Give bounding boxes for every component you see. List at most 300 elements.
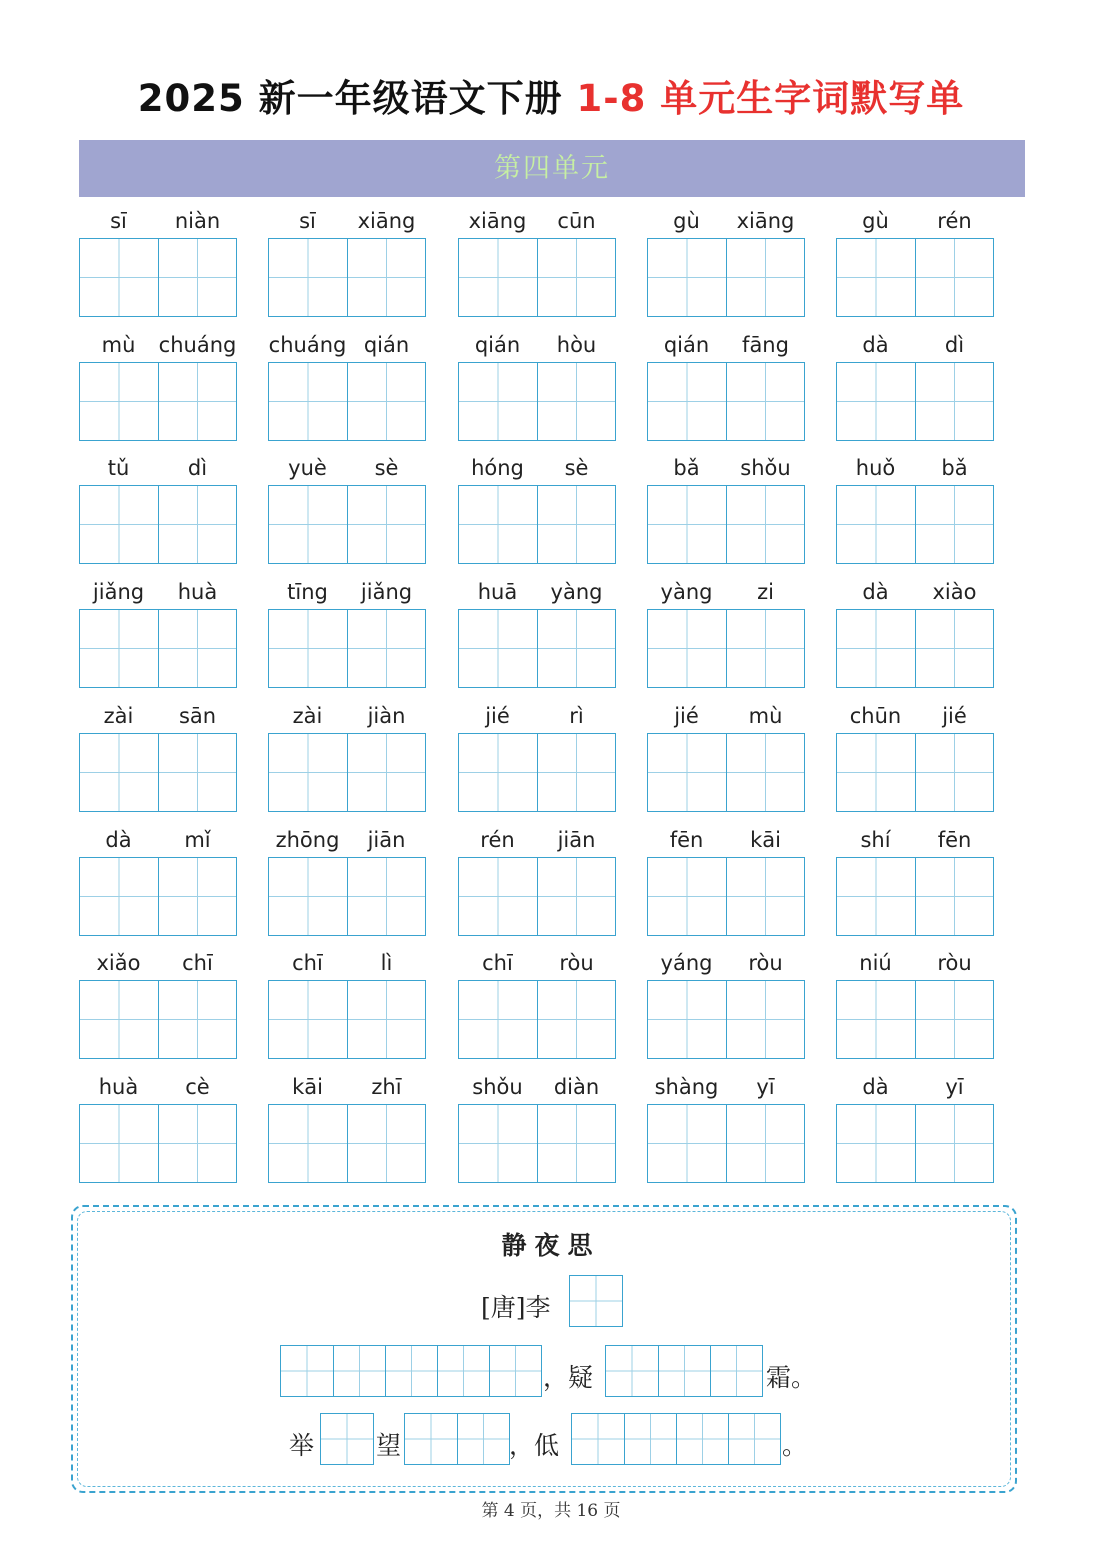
- tianzige-box[interactable]: [158, 1105, 237, 1182]
- writing-boxes[interactable]: [268, 485, 426, 564]
- word-cell: [647, 207, 805, 317]
- pinyin-syllable: yuè: [288, 456, 327, 480]
- poem-title: 静夜思: [501, 1231, 601, 1260]
- word-cell: [647, 1073, 805, 1183]
- word-cell: [836, 331, 994, 441]
- pinyin-syllable: tǔ: [107, 456, 130, 480]
- tianzige-box[interactable]: [269, 610, 347, 687]
- line2-comma-text: ，低: [509, 1431, 560, 1460]
- pinyin-syllable: chī: [482, 951, 513, 975]
- word-cell: [647, 578, 805, 688]
- pinyin-syllable: mù: [101, 333, 136, 357]
- pinyin-syllable: mǐ: [184, 828, 211, 852]
- pinyin-line: [79, 1073, 237, 1101]
- writing-boxes[interactable]: [836, 485, 994, 564]
- pinyin-syllable: jiān: [367, 828, 406, 852]
- tianzige-box[interactable]: [347, 1105, 426, 1182]
- writing-boxes[interactable]: [836, 733, 994, 812]
- pinyin-syllable: sān: [178, 704, 217, 728]
- tianzige-box[interactable]: [459, 858, 537, 935]
- tianzige-box[interactable]: [915, 486, 994, 563]
- tianzige-box[interactable]: [269, 734, 347, 811]
- word-cell: [268, 578, 426, 688]
- writing-boxes[interactable]: [647, 980, 805, 1059]
- pinyin-syllable: fāng: [742, 333, 789, 357]
- tianzige-box[interactable]: [158, 858, 237, 935]
- line1-part2-boxes[interactable]: [605, 1345, 763, 1397]
- pinyin-syllable: yàng: [660, 580, 713, 604]
- pinyin-syllable: xiāng: [736, 209, 795, 233]
- writing-boxes[interactable]: [458, 362, 616, 441]
- line1-part1-boxes[interactable]: [280, 1345, 542, 1397]
- pinyin-line: [647, 949, 805, 977]
- tianzige-box[interactable]: [648, 734, 726, 811]
- writing-boxes[interactable]: [79, 1104, 237, 1183]
- tianzige-box[interactable]: [648, 1105, 726, 1182]
- tianzige-box[interactable]: [537, 610, 616, 687]
- pinyin-syllable: xiāng: [468, 209, 527, 233]
- tianzige-box[interactable]: [158, 734, 237, 811]
- word-cell: [268, 949, 426, 1059]
- writing-boxes[interactable]: [836, 1104, 994, 1183]
- pinyin-line: [836, 826, 994, 854]
- pinyin-line: [836, 331, 994, 359]
- writing-boxes[interactable]: [647, 1104, 805, 1183]
- tianzige-box[interactable]: [837, 486, 915, 563]
- tianzige-box[interactable]: [837, 734, 915, 811]
- pinyin-syllable: huǒ: [855, 456, 896, 480]
- pinyin-line: [458, 949, 616, 977]
- tianzige-box[interactable]: [269, 239, 347, 316]
- pinyin-syllable: zi: [757, 580, 774, 604]
- writing-boxes[interactable]: [79, 980, 237, 1059]
- pinyin-syllable: dì: [944, 333, 965, 357]
- tianzige-box[interactable]: [915, 981, 994, 1058]
- tianzige-box[interactable]: [80, 1105, 158, 1182]
- writing-boxes[interactable]: [268, 857, 426, 936]
- pinyin-syllable: diàn: [553, 1075, 600, 1099]
- tianzige-box[interactable]: [459, 610, 537, 687]
- pinyin-syllable: dà: [862, 580, 889, 604]
- pinyin-syllable: zài: [103, 704, 134, 728]
- tianzige-box[interactable]: [158, 363, 237, 440]
- pinyin-line: [458, 1073, 616, 1101]
- pinyin-syllable: chī: [292, 951, 323, 975]
- pinyin-line: [79, 702, 237, 730]
- tianzige-box[interactable]: [726, 239, 805, 316]
- writing-boxes[interactable]: [268, 238, 426, 317]
- tianzige-box[interactable]: [158, 239, 237, 316]
- tianzige-box[interactable]: [648, 610, 726, 687]
- tianzige-box[interactable]: [537, 981, 616, 1058]
- writing-boxes[interactable]: [647, 609, 805, 688]
- word-cell: [79, 949, 237, 1059]
- line2-end-text: 。: [782, 1431, 808, 1460]
- pinyin-syllable: rì: [569, 704, 584, 728]
- word-cell: [647, 949, 805, 1059]
- word-cell: [268, 702, 426, 812]
- tianzige-box[interactable]: [726, 1105, 805, 1182]
- pinyin-line: [647, 454, 805, 482]
- pinyin-syllable: chūn: [849, 704, 902, 728]
- pinyin-line: [647, 1073, 805, 1101]
- pinyin-line: [268, 207, 426, 235]
- pinyin-syllable: dì: [187, 456, 208, 480]
- line2-box-b[interactable]: [404, 1413, 510, 1465]
- pinyin-syllable: yī: [945, 1075, 964, 1099]
- pinyin-line: [836, 454, 994, 482]
- pinyin-syllable: mù: [748, 704, 783, 728]
- tianzige-box[interactable]: [837, 610, 915, 687]
- pinyin-syllable: chuáng: [268, 333, 347, 357]
- writing-boxes[interactable]: [268, 362, 426, 441]
- pinyin-syllable: dà: [862, 333, 889, 357]
- writing-cell[interactable]: [437, 1346, 489, 1396]
- tianzige-box[interactable]: [837, 981, 915, 1058]
- pinyin-syllable: jiǎng: [92, 580, 145, 604]
- word-cell: [268, 1073, 426, 1183]
- tianzige-box[interactable]: [915, 1105, 994, 1182]
- writing-cell[interactable]: [321, 1414, 373, 1464]
- word-cell: [836, 207, 994, 317]
- pinyin-syllable: ròu: [559, 951, 594, 975]
- pinyin-syllable: qián: [663, 333, 710, 357]
- line2-mid-text: 望: [376, 1431, 402, 1460]
- writing-boxes[interactable]: [647, 485, 805, 564]
- page-title: [0, 68, 1102, 122]
- tianzige-box[interactable]: [80, 610, 158, 687]
- pinyin-syllable: bǎ: [673, 456, 700, 480]
- word-cell: [647, 454, 805, 564]
- pinyin-syllable: xiào: [932, 580, 977, 604]
- pinyin-line: [458, 331, 616, 359]
- writing-boxes[interactable]: [836, 362, 994, 441]
- pinyin-syllable: jiān: [557, 828, 596, 852]
- pinyin-syllable: cè: [185, 1075, 210, 1099]
- pinyin-line: [836, 1073, 994, 1101]
- word-cell: [79, 207, 237, 317]
- word-cell: [458, 331, 616, 441]
- pinyin-syllable: zhōng: [275, 828, 340, 852]
- writing-boxes[interactable]: [268, 733, 426, 812]
- pinyin-syllable: jiǎng: [360, 580, 413, 604]
- line1-comma-text: ，疑: [543, 1363, 594, 1392]
- line2-box-c[interactable]: [571, 1413, 781, 1465]
- tianzige-box[interactable]: [269, 363, 347, 440]
- writing-cell[interactable]: [457, 1414, 509, 1464]
- pinyin-line: [268, 578, 426, 606]
- pinyin-line: [79, 826, 237, 854]
- writing-boxes[interactable]: [836, 609, 994, 688]
- pinyin-syllable: zài: [292, 704, 323, 728]
- tianzige-box[interactable]: [915, 610, 994, 687]
- tianzige-box[interactable]: [537, 858, 616, 935]
- tianzige-box[interactable]: [915, 239, 994, 316]
- pinyin-line: [79, 578, 237, 606]
- writing-cell[interactable]: [281, 1346, 333, 1396]
- tianzige-box[interactable]: [915, 363, 994, 440]
- line1-end-text: 霜。: [766, 1363, 817, 1392]
- pinyin-line: [647, 578, 805, 606]
- tianzige-box[interactable]: [347, 363, 426, 440]
- tianzige-box[interactable]: [347, 734, 426, 811]
- tianzige-box[interactable]: [80, 858, 158, 935]
- tianzige-box[interactable]: [347, 858, 426, 935]
- tianzige-box[interactable]: [537, 734, 616, 811]
- pinyin-syllable: hóng: [471, 456, 524, 480]
- word-cell: [836, 578, 994, 688]
- pinyin-syllable: fēn: [937, 828, 972, 852]
- word-cell: [647, 702, 805, 812]
- pinyin-syllable: niú: [859, 951, 892, 975]
- word-cell: [647, 826, 805, 936]
- pinyin-syllable: yàng: [550, 580, 603, 604]
- writing-boxes[interactable]: [647, 362, 805, 441]
- tianzige-box[interactable]: [726, 858, 805, 935]
- tianzige-box[interactable]: [158, 981, 237, 1058]
- tianzige-box[interactable]: [726, 734, 805, 811]
- tianzige-box[interactable]: [726, 610, 805, 687]
- pinyin-syllable: yī: [756, 1075, 775, 1099]
- author-name-box[interactable]: [569, 1275, 623, 1327]
- word-cell: [79, 702, 237, 812]
- tianzige-box[interactable]: [347, 610, 426, 687]
- pinyin-syllable: gù: [862, 209, 889, 233]
- writing-cell[interactable]: [624, 1414, 676, 1464]
- pinyin-syllable: shàng: [654, 1075, 719, 1099]
- pinyin-syllable: jié: [942, 704, 967, 728]
- pinyin-syllable: niàn: [174, 209, 221, 233]
- word-cell: [458, 949, 616, 1059]
- tianzige-box[interactable]: [726, 981, 805, 1058]
- tianzige-box[interactable]: [80, 486, 158, 563]
- pinyin-syllable: shǒu: [472, 1075, 523, 1099]
- pinyin-syllable: rén: [480, 828, 515, 852]
- word-cell: [458, 207, 616, 317]
- pinyin-syllable: zhī: [371, 1075, 402, 1099]
- pinyin-line: [836, 207, 994, 235]
- word-cell: [79, 1073, 237, 1183]
- writing-boxes[interactable]: [458, 485, 616, 564]
- pinyin-line: [836, 949, 994, 977]
- pinyin-line: [836, 702, 994, 730]
- writing-boxes[interactable]: [458, 1104, 616, 1183]
- line2-box-a[interactable]: [320, 1413, 374, 1465]
- pinyin-syllable: huà: [98, 1075, 139, 1099]
- pinyin-syllable: kāi: [750, 828, 781, 852]
- writing-boxes[interactable]: [647, 238, 805, 317]
- tianzige-box[interactable]: [537, 1105, 616, 1182]
- writing-cell[interactable]: [658, 1346, 710, 1396]
- tianzige-box[interactable]: [269, 1105, 347, 1182]
- pinyin-syllable: gù: [673, 209, 700, 233]
- pinyin-syllable: jié: [485, 704, 510, 728]
- pinyin-syllable: cūn: [557, 209, 596, 233]
- pinyin-line: [268, 826, 426, 854]
- tianzige-box[interactable]: [347, 486, 426, 563]
- word-cell: [458, 454, 616, 564]
- writing-boxes[interactable]: [79, 609, 237, 688]
- pinyin-line: [79, 949, 237, 977]
- writing-boxes[interactable]: [79, 857, 237, 936]
- tianzige-box[interactable]: [915, 734, 994, 811]
- writing-cell[interactable]: [333, 1346, 385, 1396]
- tianzige-box[interactable]: [537, 363, 616, 440]
- pinyin-syllable: dà: [105, 828, 132, 852]
- tianzige-box[interactable]: [537, 486, 616, 563]
- tianzige-box[interactable]: [915, 858, 994, 935]
- pinyin-syllable: bǎ: [941, 456, 968, 480]
- pinyin-syllable: ròu: [937, 951, 972, 975]
- pinyin-syllable: qián: [363, 333, 410, 357]
- tianzige-box[interactable]: [837, 239, 915, 316]
- pinyin-line: [268, 454, 426, 482]
- tianzige-box[interactable]: [648, 486, 726, 563]
- tianzige-box[interactable]: [726, 363, 805, 440]
- tianzige-box[interactable]: [80, 363, 158, 440]
- writing-boxes[interactable]: [836, 238, 994, 317]
- tianzige-box[interactable]: [837, 1105, 915, 1182]
- tianzige-box[interactable]: [837, 363, 915, 440]
- pinyin-line: [458, 578, 616, 606]
- tianzige-box[interactable]: [80, 239, 158, 316]
- tianzige-box[interactable]: [459, 239, 537, 316]
- writing-cell[interactable]: [385, 1346, 437, 1396]
- pinyin-syllable: huā: [477, 580, 518, 604]
- tianzige-box[interactable]: [158, 610, 237, 687]
- pinyin-syllable: tīng: [287, 580, 328, 604]
- page-footer: 第 4 页，共 16 页: [481, 1501, 621, 1521]
- pinyin-line: [647, 207, 805, 235]
- pinyin-syllable: rén: [937, 209, 972, 233]
- tianzige-box[interactable]: [347, 239, 426, 316]
- tianzige-box[interactable]: [158, 486, 237, 563]
- word-cell: [79, 454, 237, 564]
- tianzige-box[interactable]: [537, 239, 616, 316]
- tianzige-box[interactable]: [648, 858, 726, 935]
- writing-cell[interactable]: [606, 1346, 658, 1396]
- writing-boxes[interactable]: [268, 609, 426, 688]
- writing-cell[interactable]: [405, 1414, 457, 1464]
- writing-cell[interactable]: [570, 1276, 622, 1326]
- word-cell: [79, 578, 237, 688]
- pinyin-line: [458, 454, 616, 482]
- title-highlight: 1-8 单元生字词默写单: [576, 77, 965, 120]
- pinyin-line: [647, 331, 805, 359]
- word-cell: [79, 826, 237, 936]
- word-cell: [268, 454, 426, 564]
- writing-cell[interactable]: [710, 1346, 762, 1396]
- tianzige-box[interactable]: [80, 734, 158, 811]
- pinyin-line: [647, 702, 805, 730]
- pinyin-line: [79, 331, 237, 359]
- title-main: 2025 新一年级语文下册: [137, 77, 577, 120]
- pinyin-syllable: chī: [182, 951, 213, 975]
- word-cell: [268, 207, 426, 317]
- tianzige-box[interactable]: [269, 486, 347, 563]
- tianzige-box[interactable]: [80, 981, 158, 1058]
- tianzige-box[interactable]: [269, 981, 347, 1058]
- word-cell: [836, 949, 994, 1059]
- pinyin-syllable: fēn: [669, 828, 704, 852]
- writing-boxes[interactable]: [79, 485, 237, 564]
- writing-boxes[interactable]: [836, 857, 994, 936]
- word-cell: [458, 1073, 616, 1183]
- tianzige-box[interactable]: [269, 858, 347, 935]
- writing-boxes[interactable]: [647, 733, 805, 812]
- word-cell: [836, 826, 994, 936]
- pinyin-syllable: dà: [862, 1075, 889, 1099]
- tianzige-box[interactable]: [648, 239, 726, 316]
- writing-boxes[interactable]: [79, 733, 237, 812]
- pinyin-line: [458, 702, 616, 730]
- word-cell: [268, 331, 426, 441]
- tianzige-box[interactable]: [648, 981, 726, 1058]
- word-cell: [79, 331, 237, 441]
- pinyin-line: [79, 454, 237, 482]
- writing-boxes[interactable]: [268, 980, 426, 1059]
- pinyin-syllable: ròu: [748, 951, 783, 975]
- pinyin-syllable: lì: [380, 951, 393, 975]
- writing-boxes[interactable]: [268, 1104, 426, 1183]
- writing-boxes[interactable]: [836, 980, 994, 1059]
- pinyin-line: [79, 207, 237, 235]
- pinyin-syllable: yáng: [660, 951, 713, 975]
- pinyin-syllable: sè: [374, 456, 399, 480]
- writing-boxes[interactable]: [458, 733, 616, 812]
- writing-cell[interactable]: [572, 1414, 624, 1464]
- word-cell: [647, 331, 805, 441]
- tianzige-box[interactable]: [648, 363, 726, 440]
- tianzige-box[interactable]: [459, 486, 537, 563]
- writing-cell[interactable]: [728, 1414, 780, 1464]
- unit-banner: 第四单元: [79, 140, 1025, 197]
- writing-boxes[interactable]: [458, 980, 616, 1059]
- pinyin-line: [647, 826, 805, 854]
- word-cell: [836, 1073, 994, 1183]
- writing-boxes[interactable]: [79, 238, 237, 317]
- pinyin-line: [268, 331, 426, 359]
- pinyin-syllable: chuáng: [158, 333, 237, 357]
- writing-cell[interactable]: [676, 1414, 728, 1464]
- writing-boxes[interactable]: [458, 238, 616, 317]
- tianzige-box[interactable]: [459, 1105, 537, 1182]
- pinyin-line: [268, 1073, 426, 1101]
- word-cell: [458, 826, 616, 936]
- writing-boxes[interactable]: [79, 362, 237, 441]
- pinyin-syllable: shí: [860, 828, 891, 852]
- pinyin-syllable: xiāng: [357, 209, 416, 233]
- writing-boxes[interactable]: [647, 857, 805, 936]
- tianzige-box[interactable]: [837, 858, 915, 935]
- word-cell: [836, 702, 994, 812]
- pinyin-syllable: hòu: [556, 333, 597, 357]
- word-cell: [268, 826, 426, 936]
- tianzige-box[interactable]: [459, 363, 537, 440]
- tianzige-box[interactable]: [459, 981, 537, 1058]
- pinyin-syllable: xiǎo: [96, 951, 141, 975]
- pinyin-syllable: sī: [110, 209, 127, 233]
- tianzige-box[interactable]: [726, 486, 805, 563]
- tianzige-box[interactable]: [347, 981, 426, 1058]
- writing-cell[interactable]: [489, 1346, 541, 1396]
- line2-start-text: 举: [289, 1431, 315, 1460]
- tianzige-box[interactable]: [459, 734, 537, 811]
- word-cell: [458, 702, 616, 812]
- writing-boxes[interactable]: [458, 609, 616, 688]
- writing-boxes[interactable]: [458, 857, 616, 936]
- poem-author-prefix: [唐]李: [481, 1293, 551, 1322]
